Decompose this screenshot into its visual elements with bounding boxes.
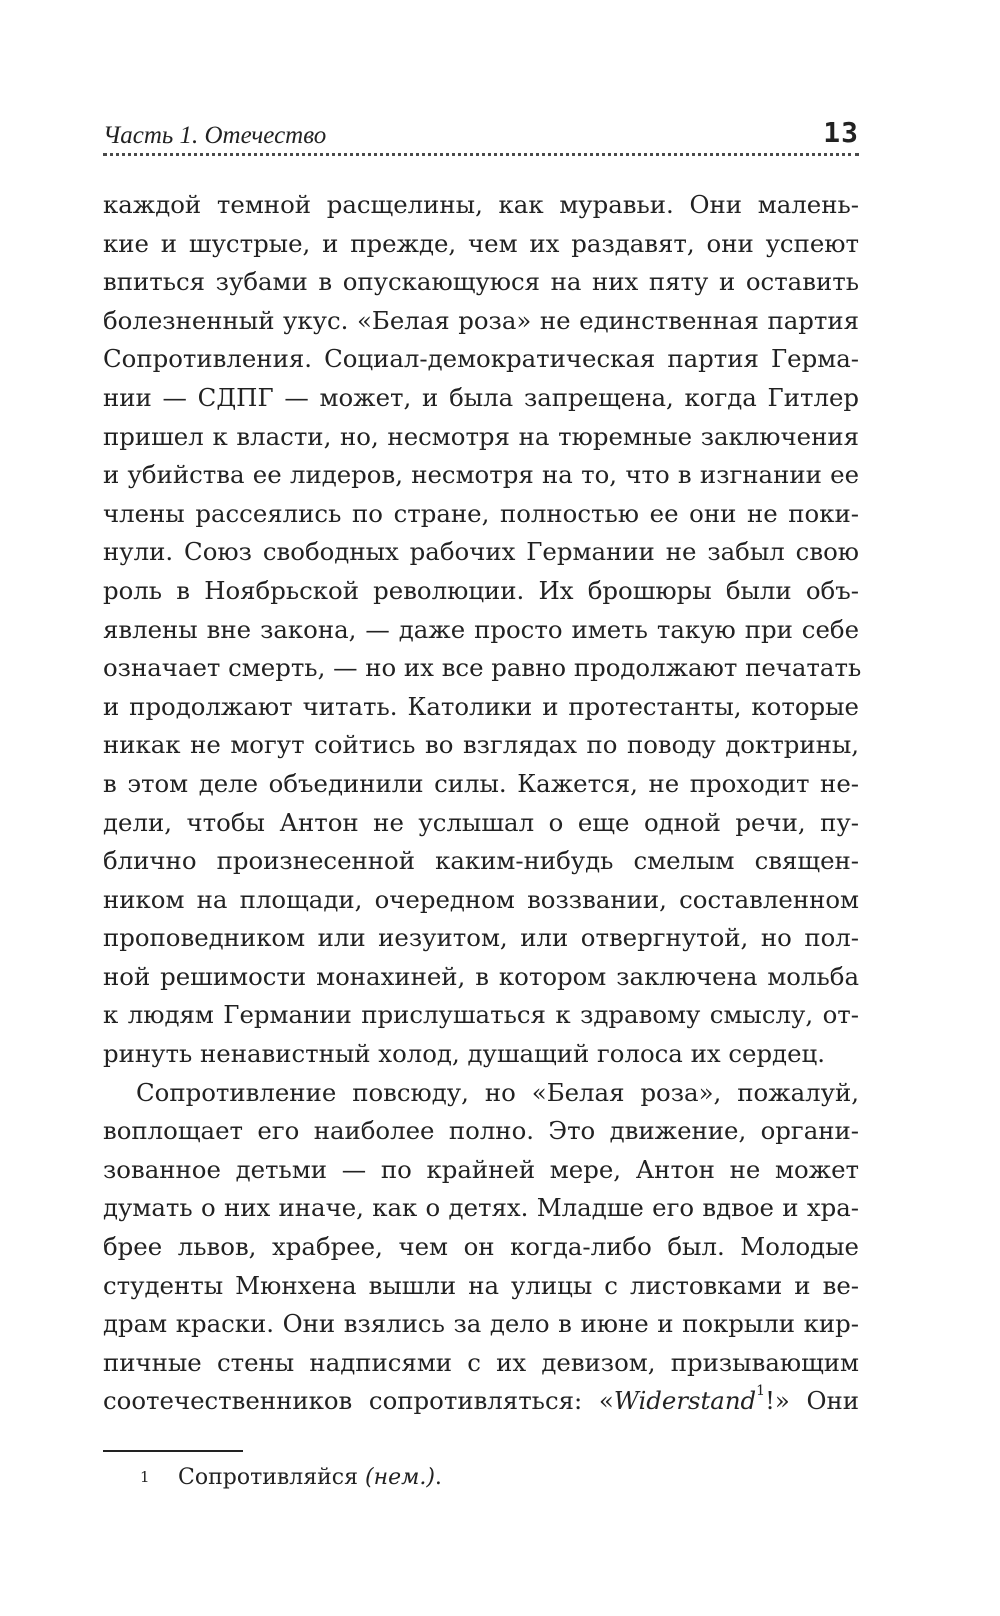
text-line: роль в Ноябрьской революции. Их брошюры были объ- (103, 575, 859, 605)
text-line: драм краски. Они взялись за дело в июне и покрыли кир- (103, 1309, 859, 1339)
text-line: и продолжают читать. Католики и протестанты, которые (103, 691, 859, 721)
text-line: пичные стены надписями с их девизом, призывающим (103, 1347, 859, 1377)
text-fragment: соотечественников сопротивляться: « (103, 1386, 614, 1416)
text-line: пришел к власти, но, несмотря на тюремные заключения (103, 421, 859, 451)
page-number: 13 (823, 116, 859, 149)
text-line: нули. Союз свободных рабочих Германии не забыл свою (103, 537, 859, 567)
text-line: думать о них иначе, как о детях. Младше его вдвое и хра- (103, 1193, 859, 1223)
paragraph-1 (103, 186, 862, 1074)
text-line: каждой темной расщелины, как муравьи. Они малень- (103, 190, 859, 219)
text-line: Сопротивления. Социал-демократическая партия Герма- (103, 344, 859, 374)
text-line: студенты Мюнхена вышли на улицы с листовками и ве- (103, 1270, 859, 1300)
text-line: ником на площади, очередном воззвании, составленном (103, 884, 859, 914)
text-line: болезненный укус. «Белая роза» не единственная партия (103, 305, 859, 335)
text-line: означает смерть, — но их все равно продолжают печатать (103, 653, 862, 683)
footnote (103, 1463, 859, 1493)
text-line: ной решимости монахиней, в котором заключена мольба (103, 961, 859, 991)
text-line: зованное детьми — по крайней мере, Антон не может (103, 1154, 859, 1184)
text-line: явлены вне закона, — даже просто иметь такую при себе (103, 614, 859, 644)
text-fragment: !» Они (765, 1386, 859, 1416)
text-line: блично произнесенной каким-нибудь смелым священ- (103, 846, 859, 876)
footnote-end: . (434, 1465, 442, 1490)
italic-term: Widerstand (613, 1386, 757, 1416)
text-line: дели, чтобы Антон не услышал о еще одной речи, пу- (103, 807, 859, 837)
text-line: ринуть ненавистный холод, душащий голоса их сердец. (103, 1039, 825, 1069)
text-line: Сопротивление повсюду, но «Белая роза», пожалуй, (136, 1077, 859, 1107)
text-line: в этом деле объединили силы. Кажется, не проходит не- (103, 768, 859, 798)
text-line: к людям Германии прислушаться к здравому смыслу, от- (103, 1000, 859, 1030)
footnote-rule (103, 1450, 243, 1452)
text-line-last (103, 1382, 859, 1421)
header-dotted-rule (103, 153, 859, 156)
text-line: брее львов, храбрее, чем он когда-либо был. Молодые (103, 1232, 859, 1262)
footnote-number: 1 (140, 1468, 150, 1486)
text-line: и убийства ее лидеров, несмотря на то, что в изгнании ее (103, 460, 859, 490)
text-line: проповедником или иезуитом, или отвергнутой, но пол- (103, 923, 859, 953)
paragraph-2 (103, 1074, 859, 1421)
text-line: члены рассеялись по стране, полностью ее они не поки- (103, 498, 859, 528)
text-line: кие и шустрые, и прежде, чем их раздавят, они успеют (103, 228, 859, 258)
text-line: воплощает его наиболее полно. Это движение, органи- (103, 1116, 859, 1146)
text-line: впиться зубами в опускающуюся на них пяту и оставить (103, 267, 859, 297)
text-line: нии — СДПГ — может, и была запрещена, когда Гитлер (103, 382, 859, 412)
footnote-italic: (нем.) (365, 1465, 435, 1490)
section-title: Часть 1. Отечество (103, 122, 327, 149)
running-head (103, 116, 859, 156)
footnote-reference[interactable]: 1 (756, 1383, 766, 1400)
text-line: никак не могут сойтись во взглядах по поводу доктрины, (103, 730, 859, 760)
footnote-text: Сопротивляйся (178, 1465, 365, 1490)
body-text (103, 186, 862, 1421)
